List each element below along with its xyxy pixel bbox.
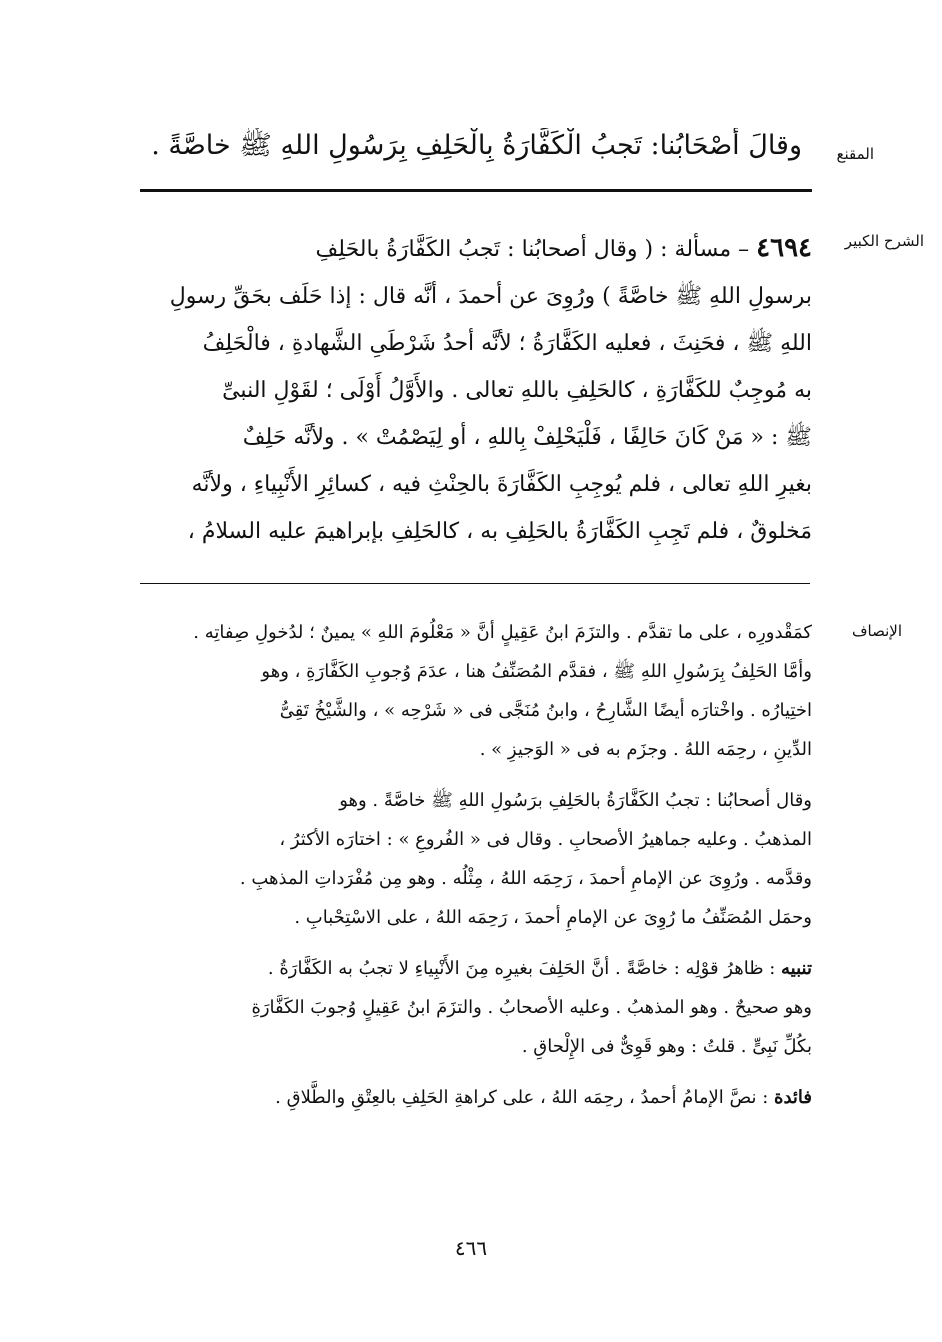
insaf-paragraph-faida (132, 1078, 812, 1117)
insaf-paragraph-tanbih (132, 949, 812, 1066)
sharh-line: ﷺ : « مَنْ كَانَ حَالِفًا ، فَلْيَحْلِفْ بِاللهِ ، أو لِيَصْمُتْ » . ولأنَّه حَلِفٌ (242, 425, 812, 450)
insaf-line-text: : نصَّ الإمامُ أحمدُ ، رحِمَه اللهُ ، على كراهةِ الحَلِفِ بالعِتْقِ والطَّلاقِ . (275, 1087, 775, 1108)
tanbih-heading: تنبيه (781, 958, 812, 979)
insaf-line: المذهبُ . وعليه جماهيرُ الأصحابِ . وقال فى « الفُروعِ » : اختارَه الأكثرُ ، (279, 829, 812, 850)
insaf-paragraph (132, 613, 812, 769)
thick-divider (140, 189, 812, 192)
thin-divider (140, 583, 810, 584)
issue-number: ٤٦٩٤ (756, 233, 812, 263)
faida-heading: فائدة (774, 1087, 812, 1108)
sharh-line: – مسألة : ( وقال أصحابُنا : تَجبُ الكَفَّارَةُ بالحَلِفِ (315, 237, 750, 262)
insaf-line: وقدَّمه . ورُوِىَ عن الإمامِ أحمدَ ، رَحِمَه اللهُ ، مِثْلُه . وهو مِن مُفْرَداتِ المذهبِ . (239, 868, 812, 889)
insaf-line (132, 1078, 812, 1117)
sharh-line: برسولِ اللهِ ﷺ خاصَّةً ) ورُوِىَ عن أحمدَ ، أنَّه قال : إذا حَلَف بحَقِّ رسولِ (169, 284, 812, 309)
mughni-text (130, 128, 802, 168)
label-insaf: الإنصاف (851, 622, 902, 640)
sharh-line: به مُوجِبٌ للكَفَّارَةِ ، كالحَلِفِ باللهِ تعالى . والأَوَّلُ أَوْلَى ؛ لقَوْلِ النبىِّ (222, 378, 812, 403)
sharh-line: اللهِ ﷺ ، فحَنِثَ ، فعليه الكَفَّارَةُ ؛ لأنَّه أحدُ شَرْطَىِ الشَّهادةِ ، فالْحَلِفُ (202, 331, 812, 356)
insaf-line: وأمَّا الحَلِفُ بِرَسُولِ اللهِ ﷺ ، فقدَّم المُصَنِّفُ هنا ، عدَمَ وُجوبِ الكَفَّارَةِ ، وهو (261, 661, 812, 682)
page-number: ٤٦٦ (454, 1236, 488, 1260)
insaf-line-text: : ظاهرُ قوْلِه : خاصَّةً . أنَّ الحَلِفَ بغيرِه مِنَ الأَنْبِياءِ لا تجبُ به الكَفَّارَةُ . (267, 958, 782, 979)
label-mughni: المقنع (836, 145, 874, 163)
label-sharh-kabir: الشرح الكبير (844, 232, 924, 250)
insaf-line: وقال أصحابُنا : تجبُ الكَفَّارَةُ بالحَلِفِ برَسُولِ اللهِ ﷺ خاصَّةً . وهو (339, 790, 812, 811)
insaf-line: الدِّينِ ، رحِمَه اللهُ . وجزَم به فى « الوَجيزِ » . (479, 739, 812, 760)
insaf-line: اختِيارُه . واخْتارَه أيضًا الشَّارِحُ ، وابنُ مُنَجَّى فى « شَرْحِه » ، والشَّيْخُ تَقِىُّ (279, 700, 812, 721)
insaf-line: وحمَل المُصَنِّفُ ما رُوِىَ عن الإمامِ أحمدَ ، رَحِمَه اللهُ ، على الاسْتِحْبابِ . (294, 907, 812, 928)
insaf-line: كمَقْدورِه ، على ما تقدَّم . والتزَمَ ابنُ عَقِيلٍ أنَّ « مَعْلُومَ اللهِ » يمينٌ ؛ لدُخولِ صِفاتِه . (193, 622, 812, 643)
insaf-line (132, 949, 812, 988)
insaf-paragraph (132, 781, 812, 937)
insaf-line: بكُلِّ نَبِىٍّ . قلتُ : وهو قَوِىٌّ فى الإِلْحاقِ . (521, 1036, 812, 1057)
sharh-kabir-text (132, 225, 812, 555)
sharh-line: مَخلوقٌ ، فلم تَجِبِ الكَفَّارَةُ بالحَلِفِ به ، كالحَلِفِ بإبراهيمَ عليه السلامُ ، (187, 519, 812, 544)
insaf-text (132, 613, 812, 1129)
insaf-line: وهو صحيحٌ . وهو المذهبُ . وعليه الأصحابُ . والتزَمَ ابنُ عَقِيلٍ وُجوبَ الكَفَّارَةِ (251, 997, 812, 1018)
mughni-line: وقالَ أَصْحَابُنا: تَجبُ الْكَفَّارَةُ بِالْحَلِفِ بِرَسُولِ اللهِ ﷺ خاصَّةً . (151, 130, 802, 161)
sharh-line: بغيرِ اللهِ تعالى ، فلم يُوجِبِ الكَفَّارَةَ بالحِنْثِ فيه ، كسائِرِ الأَنْبِياءِ ، ولأنَّه (191, 472, 812, 497)
sharh-first-line (132, 225, 812, 273)
